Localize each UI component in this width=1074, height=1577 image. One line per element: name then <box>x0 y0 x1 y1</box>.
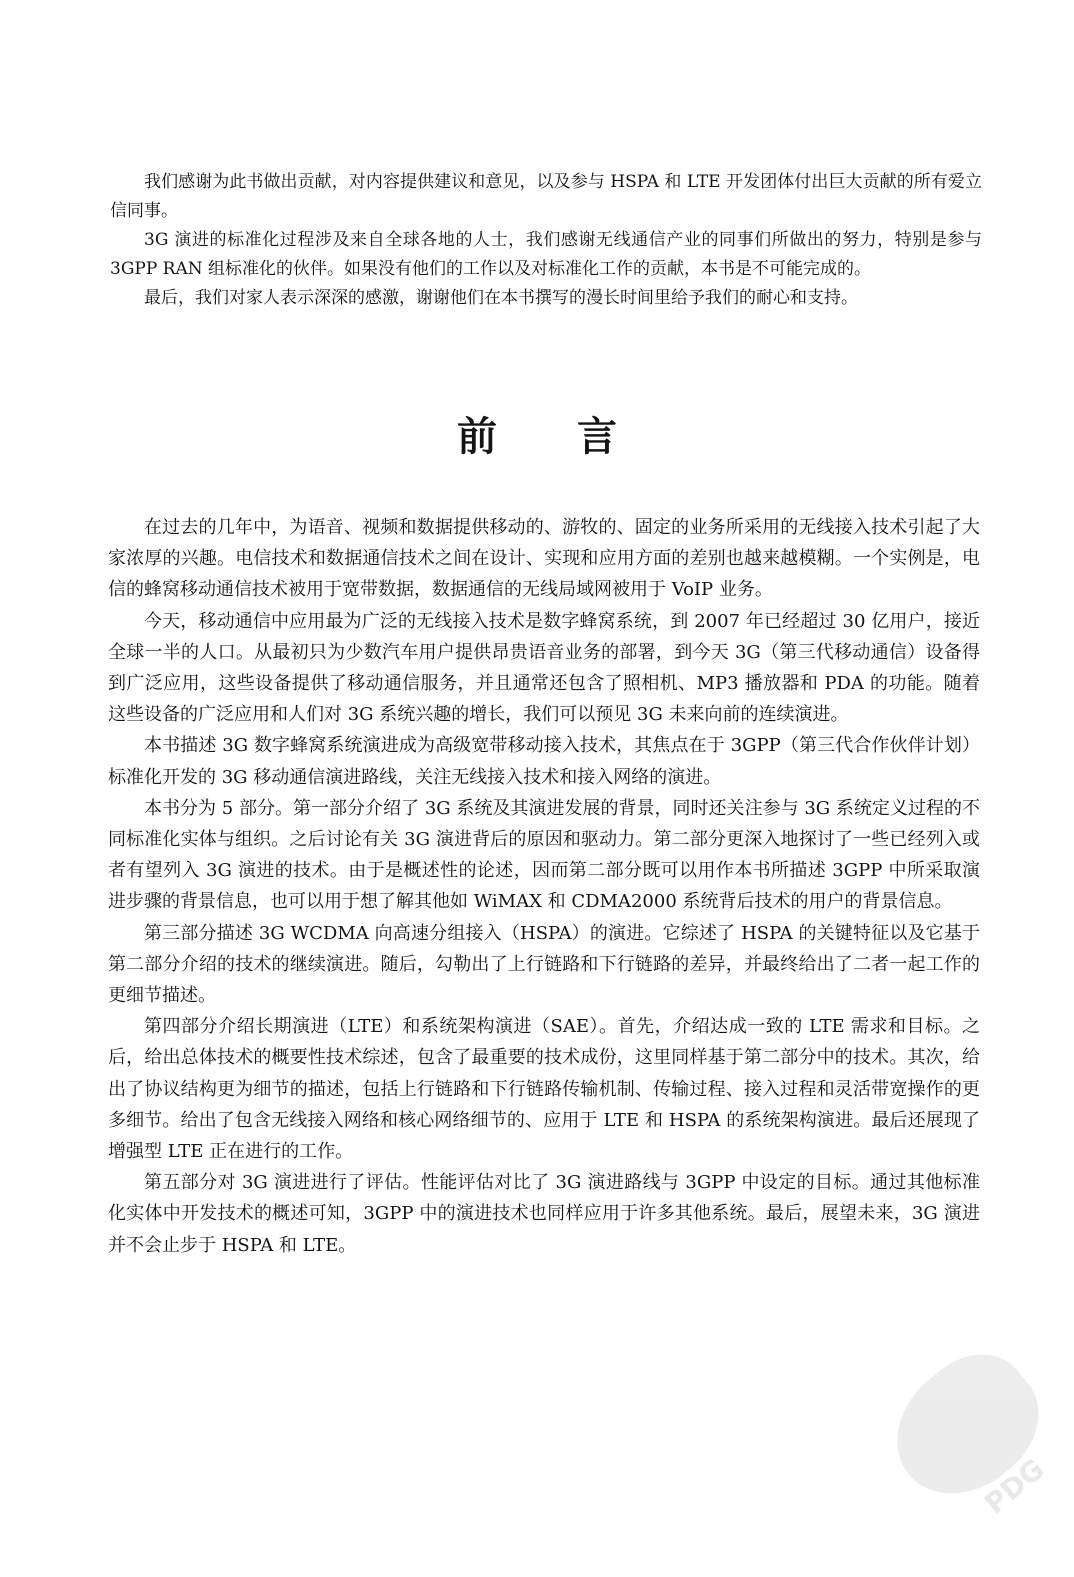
watermark-text: PDG <box>978 1452 1051 1521</box>
acknowledgements-section <box>110 168 982 313</box>
preface-paragraph-5: 第三部分描述 3G WCDMA 向高速分组接入（HSPA）的演进。它综述了 HSPA 的关键特征以及它基于第二部分介绍的技术的继续演进。随后，勾勒出了上行链路和下行链路的差异，并最终给出了二者一起工作的更细节描述。 <box>108 922 980 1007</box>
watermark-logo-icon <box>871 1333 1063 1521</box>
preface-paragraph-1: 在过去的几年中，为语音、视频和数据提供移动的、游牧的、固定的业务所采用的无线接入技术引起了大家浓厚的兴趣。电信技术和数据通信技术之间在设计、实现和应用方面的差别也越来越模糊。一个实例是，电信的蜂窝移动通信技术被用于宽带数据，数据通信的无线局域网被用于 VoIP 业务。 <box>108 517 980 601</box>
preface-paragraph-4: 本书分为 5 部分。第一部分介绍了 3G 系统及其演进发展的背景，同时还关注参与 3G 系统定义过程的不同标准化实体与组织。之后讨论有关 3G 演进背后的原因和驱动力。第二部分更深入地探讨了一些已经列入或者有望列入 3G 演进的技术。由于是概述性的论述，因而第二部分既可以用作本书所描述 3GPP 中所采取演进步骤的背景信息，也可以用于想了解其他如 WiMAX 和 CDMA2000 系统背后技术的用户的背景信息。 <box>108 797 980 913</box>
acknowledgements-paragraph-1: 我们感谢为此书做出贡献，对内容提供建议和意见，以及参与 HSPA 和 LTE 开发团体付出巨大贡献的所有爱立信同事。 <box>110 172 982 221</box>
preface-section <box>108 512 980 1261</box>
preface-paragraph-7: 第五部分对 3G 演进进行了评估。性能评估对比了 3G 演进路线与 3GPP 中设定的目标。通过其他标准化实体中开发技术的概述可知，3GPP 中的演进技术也同样应用于许多其他系统。最后，展望未来，3G 演进并不会止步于 HSPA 和 LTE。 <box>108 1172 980 1256</box>
preface-paragraph-3: 本书描述 3G 数字蜂窝系统演进成为高级宽带移动接入技术，其焦点在于 3GPP（第三代合作伙伴计划）标准化开发的 3G 移动通信演进路线，关注无线接入技术和接入网络的演进。 <box>108 735 980 788</box>
preface-paragraph-2: 今天，移动通信中应用最为广泛的无线接入技术是数字蜂窝系统，到 2007 年已经超过 30 亿用户，接近全球一半的人口。从最初只为少数汽车用户提供昂贵语音业务的部署，到今天 3G（第三代移动通信）设备得到广泛应用，这些设备提供了移动通信服务，并且通常还包含了照相机、MP3 播放器和 PDA 的功能。随着这些设备的广泛应用和人们对 3G 系统兴趣的增长，我们可以预见 3G 未来向前的连续演进。 <box>108 610 980 726</box>
pdg-watermark <box>842 1298 1074 1572</box>
preface-title: 前言 <box>457 414 697 460</box>
preface-paragraph-6: 第四部分介绍长期演进（LTE）和系统架构演进（SAE）。首先，介绍达成一致的 LTE 需求和目标。之后，给出总体技术的概要性技术综述，包含了最重要的技术成份，这里同样基于第二部分中的技术。其次，给出了协议结构更为细节的描述，包括上行链路和下行链路传输机制、传输过程、接入过程和灵活带宽操作的更多细节。给出了包含无线接入网络和核心网络细节的、应用于 LTE 和 HSPA 的系统架构演进。最后还展现了增强型 LTE 正在进行的工作。 <box>108 1016 980 1163</box>
acknowledgements-paragraph-3: 最后，我们对家人表示深深的感激，谢谢他们在本书撰写的漫长时间里给予我们的耐心和支持。 <box>144 288 858 308</box>
acknowledgements-paragraph-2: 3G 演进的标准化过程涉及来自全球各地的人士，我们感谢无线通信产业的同事们所做出的努力，特别是参与 3GPP RAN 组标准化的伙伴。如果没有他们的工作以及对标准化工作的贡献，本书是不可能完成的。 <box>110 230 982 279</box>
